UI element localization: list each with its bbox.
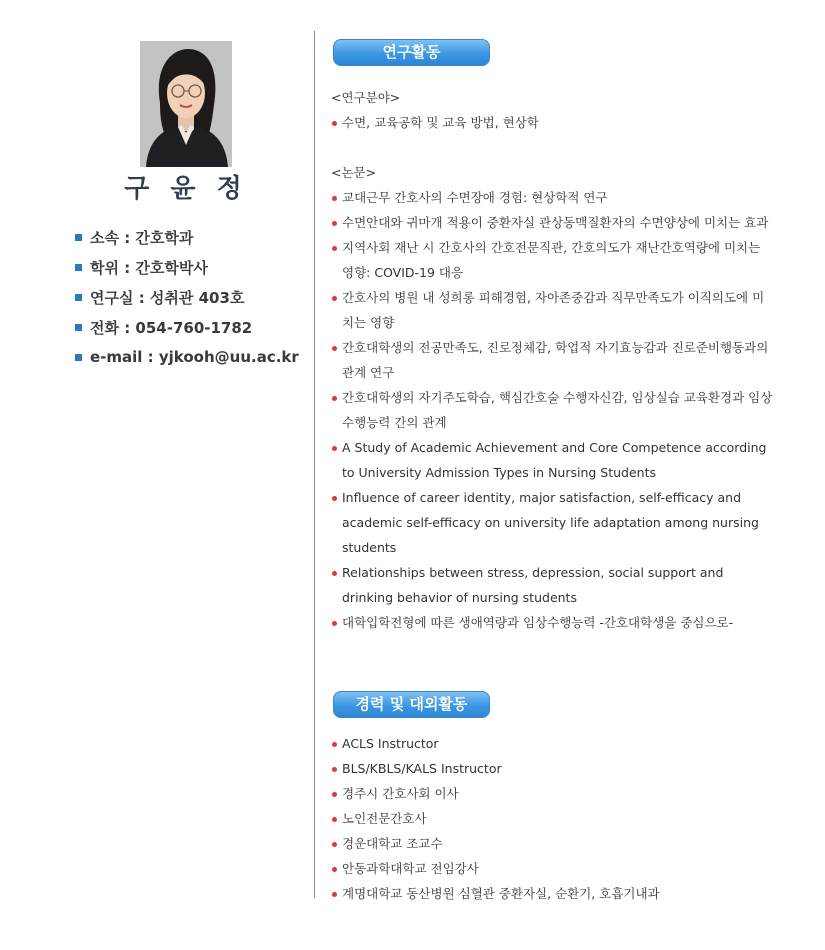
list-item: ACLS Instructor (331, 731, 776, 756)
red-dot-bullet-icon (331, 831, 342, 856)
paper-heading: <논문> (331, 165, 377, 180)
info-office: 연구실 : 성취관 403호 (75, 282, 299, 312)
red-dot-bullet-icon (331, 485, 342, 510)
vertical-divider (314, 31, 315, 898)
red-dot-bullet-icon (331, 435, 342, 460)
red-dot-bullet-icon (331, 210, 342, 235)
square-bullet-icon (75, 234, 82, 241)
profile-name: 구 윤 정 (124, 174, 248, 204)
red-dot-bullet-icon (331, 185, 342, 210)
square-bullet-icon (75, 264, 82, 271)
list-item: A Study of Academic Achievement and Core Competence according to University Admission Types in Nursing Students (331, 435, 776, 485)
red-dot-bullet-icon (331, 285, 342, 310)
square-bullet-icon (75, 324, 82, 331)
list-item: 경주시 간호사회 이사 (331, 781, 776, 806)
red-dot-bullet-icon (331, 610, 342, 635)
red-dot-bullet-icon (331, 110, 342, 135)
list-item: 노인전문간호사 (331, 806, 776, 831)
red-dot-bullet-icon (331, 560, 342, 585)
red-dot-bullet-icon (331, 235, 342, 260)
info-email[interactable]: e-mail : yjkooh@uu.ac.kr (75, 342, 299, 372)
info-degree: 학위 : 간호학박사 (75, 252, 299, 282)
red-dot-bullet-icon (331, 731, 342, 756)
research-field-heading: <연구분야> (331, 90, 401, 105)
red-dot-bullet-icon (331, 881, 342, 906)
list-item: 간호사의 병원 내 성희롱 피해경험, 자아존중감과 직무만족도가 이직의도에 미치는 영향 (331, 285, 776, 335)
list-item: Relationships between stress, depression, social support and drinking behavior of nursing students (331, 560, 776, 610)
info-phone: 전화 : 054-760-1782 (75, 312, 299, 342)
list-item: 수면안대와 귀마개 적용이 중환자실 관상동맥질환자의 수면양상에 미치는 효과 (331, 210, 776, 235)
red-dot-bullet-icon (331, 806, 342, 831)
list-item: 안동과학대학교 전임강사 (331, 856, 776, 881)
list-item: 간호대학생의 자기주도학습, 핵심간호술 수행자신감, 임상실습 교육환경과 임상수행능력 간의 관계 (331, 385, 776, 435)
list-item: 교대근무 간호사의 수면장애 경험: 현상학적 연구 (331, 185, 776, 210)
list-item: 계명대학교 동산병원 심혈관 중환자실, 순환기, 호흡기내과 (331, 881, 776, 906)
list-item: 경운대학교 조교수 (331, 831, 776, 856)
red-dot-bullet-icon (331, 385, 342, 410)
list-item: 간호대학생의 전공만족도, 진로정체감, 학업적 자기효능감과 진로준비행동과의 관계 연구 (331, 335, 776, 385)
list-item: 대학입학전형에 따른 생애역량과 임상수행능력 -간호대학생을 중심으로- (331, 610, 776, 635)
red-dot-bullet-icon (331, 781, 342, 806)
profile-photo (140, 41, 232, 167)
career-section (331, 731, 776, 906)
square-bullet-icon (75, 354, 82, 361)
career-section-title: 경력 및 대외활동 (333, 691, 490, 718)
research-section-title: 연구활동 (333, 39, 490, 66)
square-bullet-icon (75, 294, 82, 301)
list-item: BLS/KBLS/KALS Instructor (331, 756, 776, 781)
red-dot-bullet-icon (331, 756, 342, 781)
portrait-image (140, 41, 232, 167)
list-item: 수면, 교육공학 및 교육 방법, 현상학 (331, 110, 776, 135)
profile-info-list (75, 222, 299, 372)
list-item: 지역사회 재난 시 간호사의 간호전문직관, 간호의도가 재난간호역량에 미치는 영향: COVID-19 대응 (331, 235, 776, 285)
red-dot-bullet-icon (331, 856, 342, 881)
red-dot-bullet-icon (331, 335, 342, 360)
list-item: Influence of career identity, major satisfaction, self-efficacy and academic self-efficacy on university life adaptation among nursing students (331, 485, 776, 560)
info-department: 소속 : 간호학과 (75, 222, 299, 252)
research-section (331, 85, 776, 635)
